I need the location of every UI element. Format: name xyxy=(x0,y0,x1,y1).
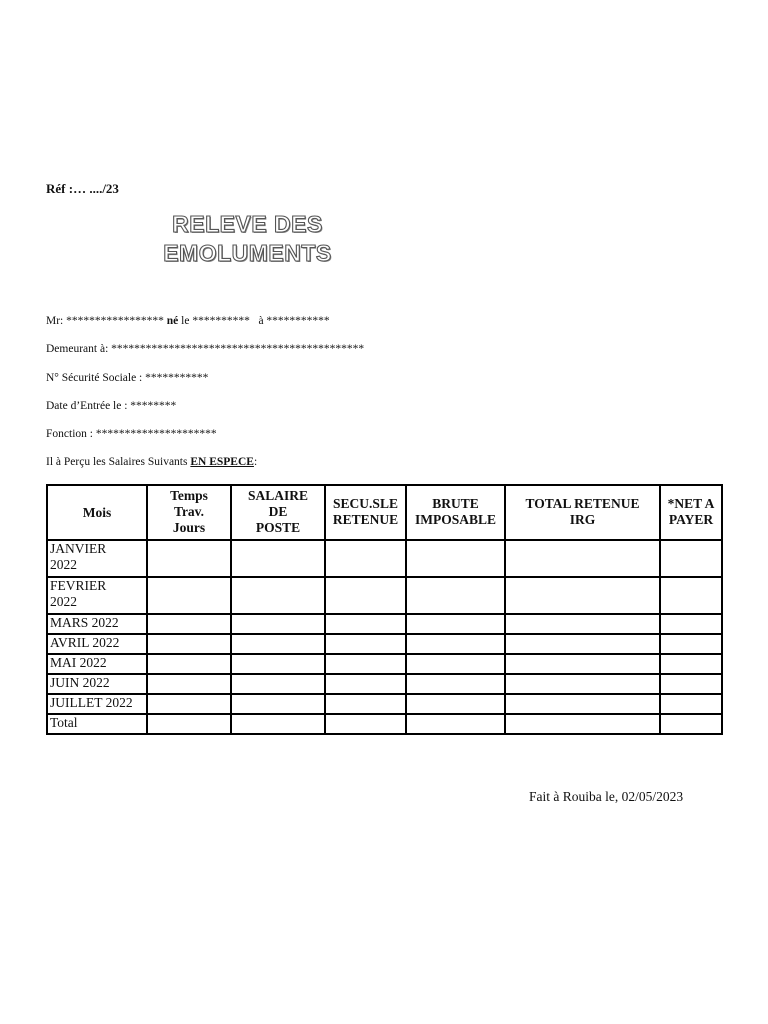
table-row xyxy=(47,634,722,654)
month-year: 2022 xyxy=(50,594,77,609)
month-label: FEVRIER xyxy=(50,578,107,593)
table-cell xyxy=(231,577,325,614)
table-cell xyxy=(505,674,660,694)
table-cell xyxy=(147,577,231,614)
table-cell xyxy=(231,634,325,654)
table-cell xyxy=(325,540,406,577)
table-cell xyxy=(660,714,722,734)
table-cell xyxy=(660,654,722,674)
payment-statement-prefix: Il à Perçu les Salaires Suivants xyxy=(46,456,191,468)
table-cell xyxy=(660,577,722,614)
table-cell xyxy=(406,614,505,634)
table-row xyxy=(47,654,722,674)
table-cell xyxy=(505,694,660,714)
entry-date-line: Date d’Entrée le : ******** xyxy=(46,400,177,412)
col-total-line-1: TOTAL RETENUE xyxy=(525,496,640,511)
table-cell xyxy=(147,654,231,674)
birth-place-label: à xyxy=(249,315,267,327)
col-brute-line-2: IMPOSABLE xyxy=(414,512,496,527)
col-mois: Mois xyxy=(47,485,147,540)
table-cell xyxy=(325,577,406,614)
month-label: JANVIER xyxy=(50,541,107,556)
table-cell xyxy=(147,714,231,734)
table-cell xyxy=(325,654,406,674)
table-cell xyxy=(406,577,505,614)
col-salaire-line-3: POSTE xyxy=(255,520,301,535)
table-cell xyxy=(505,577,660,614)
col-temps-line-2: Trav. xyxy=(173,504,205,519)
table-row xyxy=(47,577,722,614)
col-brute-line-1: BRUTE xyxy=(432,496,479,511)
month-cell: MARS 2022 xyxy=(47,614,147,634)
table-cell xyxy=(147,674,231,694)
table-cell xyxy=(147,634,231,654)
table-row xyxy=(47,694,722,714)
table-cell xyxy=(231,654,325,674)
table-cell xyxy=(147,540,231,577)
table-cell xyxy=(505,714,660,734)
col-secu xyxy=(325,485,406,540)
table-cell xyxy=(660,634,722,654)
col-total-line-2: IRG xyxy=(569,512,596,527)
col-temps-line-1: Temps xyxy=(170,488,208,503)
table-cell xyxy=(325,674,406,694)
table-cell xyxy=(505,654,660,674)
month-cell: AVRIL 2022 xyxy=(47,634,147,654)
table-header-row xyxy=(47,485,722,540)
col-brute xyxy=(406,485,505,540)
table-cell xyxy=(147,614,231,634)
month-cell: JUILLET 2022 xyxy=(47,694,147,714)
table-cell xyxy=(406,654,505,674)
month-cell xyxy=(47,540,147,577)
table-cell xyxy=(406,714,505,734)
month-cell xyxy=(47,577,147,614)
col-temps xyxy=(147,485,231,540)
col-net-line-2: PAYER xyxy=(668,512,714,527)
title-line-2: EMOLUMENTS xyxy=(163,240,332,266)
table-cell xyxy=(505,614,660,634)
employee-name-mask: ***************** xyxy=(66,315,164,327)
table-cell xyxy=(231,714,325,734)
table-cell xyxy=(325,694,406,714)
table-cell xyxy=(147,694,231,714)
table-cell xyxy=(231,694,325,714)
table-cell xyxy=(325,614,406,634)
month-year: 2022 xyxy=(50,557,77,572)
employee-identity-line xyxy=(46,315,330,327)
table-cell xyxy=(406,634,505,654)
born-label: né xyxy=(163,315,179,327)
col-total-retenue xyxy=(505,485,660,540)
table-row xyxy=(47,540,722,577)
total-label-cell: Total xyxy=(47,714,147,734)
table-cell xyxy=(231,540,325,577)
social-security-line: N° Sécurité Sociale : *********** xyxy=(46,372,209,384)
table-cell xyxy=(406,694,505,714)
function-line: Fonction : ********************* xyxy=(46,428,217,440)
table-row xyxy=(47,614,722,634)
col-secu-line-2: RETENUE xyxy=(332,512,399,527)
payment-statement-suffix: : xyxy=(253,456,258,468)
table-cell xyxy=(406,540,505,577)
place-and-date: Fait à Rouiba le, 02/05/2023 xyxy=(529,789,684,804)
table-cell xyxy=(406,674,505,694)
birth-place-mask: *********** xyxy=(266,315,330,327)
col-salaire-line-2: DE xyxy=(268,504,288,519)
table-cell xyxy=(505,634,660,654)
birth-date-mask: ********** xyxy=(192,315,250,327)
mr-label: Mr: xyxy=(46,315,67,327)
payment-statement-line xyxy=(46,456,257,468)
table-cell xyxy=(660,614,722,634)
col-net-line-1: *NET A xyxy=(667,496,715,511)
title-line-1: RELEVE DES xyxy=(172,211,323,237)
month-cell: MAI 2022 xyxy=(47,654,147,674)
address-line: Demeurant à: ******************************************** xyxy=(46,343,365,355)
payment-method: EN ESPECE xyxy=(190,456,254,468)
reference-number: Réf :… ..../23 xyxy=(46,181,119,196)
month-cell: JUIN 2022 xyxy=(47,674,147,694)
table-cell xyxy=(660,674,722,694)
table-cell xyxy=(231,674,325,694)
table-cell xyxy=(325,634,406,654)
document-title xyxy=(140,210,355,268)
table-cell xyxy=(660,540,722,577)
le-label: le xyxy=(178,315,193,327)
table-row-total xyxy=(47,714,722,734)
table-cell xyxy=(325,714,406,734)
table-cell xyxy=(660,694,722,714)
col-salaire-line-1: SALAIRE xyxy=(247,488,309,503)
col-temps-line-3: Jours xyxy=(172,520,206,535)
col-secu-line-1: SECU.SLE xyxy=(333,496,398,511)
salary-table xyxy=(46,484,723,735)
col-salaire xyxy=(231,485,325,540)
table-cell xyxy=(505,540,660,577)
table-row xyxy=(47,674,722,694)
col-net xyxy=(660,485,722,540)
table-cell xyxy=(231,614,325,634)
